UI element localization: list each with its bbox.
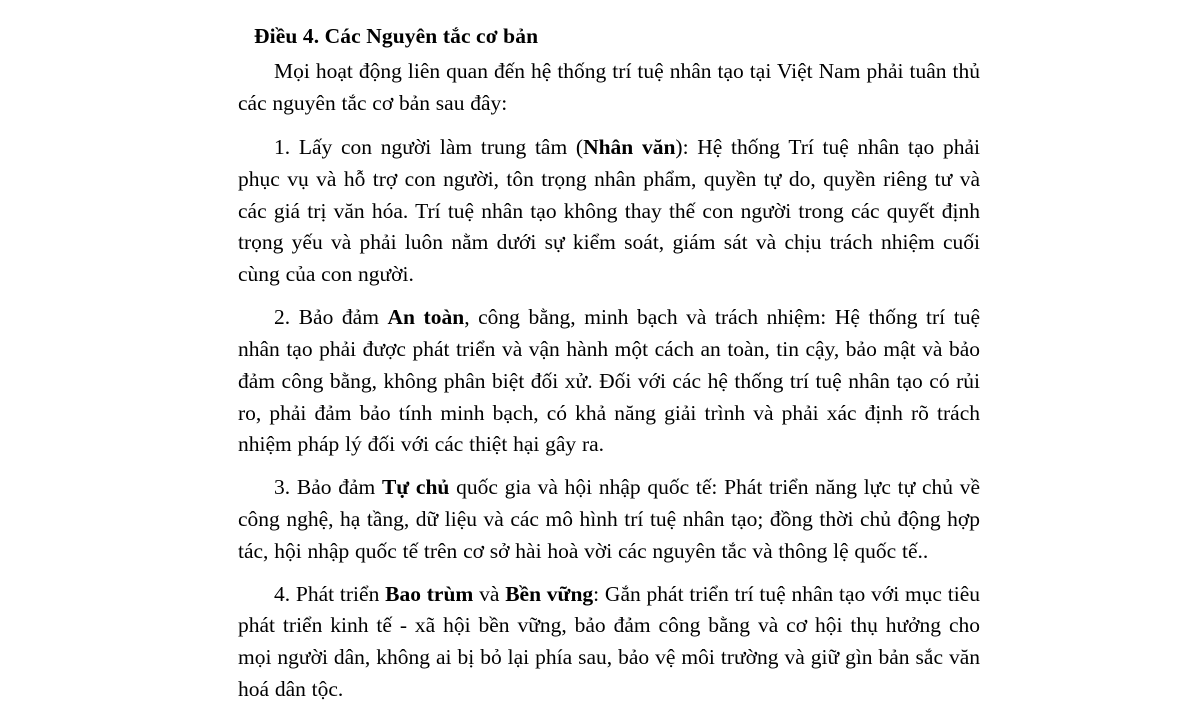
clause-3-keyword: Tự chủ: [381, 475, 450, 500]
clause-1-rest: ): Hệ thống Trí tuệ nhân tạo phải phục vụ và hỗ trợ con người, tôn trọng nhân phẩm, quyền tự do, quyền riêng tư và các giá trị văn hóa. Trí tuệ nhân tạo không thay thế con người trong các quyết định trọng yếu và phải luôn nằm dưới sự kiểm soát, giám sát và chịu trách nhiệm cuối cùng của con người.: [238, 135, 980, 287]
clause-2-number: 2.: [274, 305, 291, 330]
clause-4-mid: và: [473, 581, 506, 606]
clause-4-keyword: Bao trùm: [385, 581, 474, 606]
clause-3-rest: quốc gia và hội nhập quốc tế: Phát triển năng lực tự chủ về công nghệ, hạ tầng, dữ liệu và các mô hình trí tuệ nhân tạo; đồng thời chủ động hợp tác, hội nhập quốc tế trên cơ sở hài hoà vời các nguyên tắc và thông lệ quốc tế..: [238, 475, 981, 563]
clause-2-rest: , công bằng, minh bạch và trách nhiệm: Hệ thống trí tuệ nhân tạo phải được phát triển và vận hành một cách an toàn, tin cậy, bảo mật và bảo đảm công bằng, không phân biệt đối xử. Đối với các hệ thống trí tuệ nhân tạo có rủi ro, phải đảm bảo tính minh bạch, có khả năng giải trình và phải xác định rõ trách nhiệm pháp lý đối với các thiệt hại gây ra.: [238, 305, 980, 457]
clause-4-rest: : Gắn phát triển trí tuệ nhân tạo với mục tiêu phát triển kinh tế - xã hội bền vững, bảo đảm công bằng và cơ hội thụ hưởng cho mọi người dân, không ai bị bỏ lại phía sau, bảo vệ môi trường và giữ gìn bản sắc văn hoá dân tộc.: [238, 581, 980, 701]
clause-4-number: 4.: [274, 581, 291, 606]
clause-4: [238, 579, 980, 706]
intro-paragraph: Mọi hoạt động liên quan đến hệ thống trí tuệ nhân tạo tại Việt Nam phải tuân thủ các nguyên tắc cơ bản sau đây:: [238, 59, 980, 116]
clause-1-lead: Lấy con người làm trung tâm (: [298, 135, 584, 159]
clause-3: [238, 472, 980, 567]
clause-1: [238, 132, 980, 291]
clause-3-lead: Bảo đảm: [296, 475, 382, 500]
clause-4-keyword-2: Bền vững: [505, 581, 594, 606]
clause-3-number: 3.: [274, 475, 291, 500]
clause-4-lead: Phát triển: [295, 581, 386, 606]
clause-2: [238, 302, 980, 461]
clause-1-number: 1.: [274, 135, 291, 159]
clause-2-keyword: An toàn: [387, 305, 465, 330]
clause-1-keyword: Nhân văn: [583, 135, 676, 159]
clause-2-lead: Bảo đảm: [298, 305, 388, 330]
page-title: Điều 4. Các Nguyên tắc cơ bản: [254, 24, 539, 48]
